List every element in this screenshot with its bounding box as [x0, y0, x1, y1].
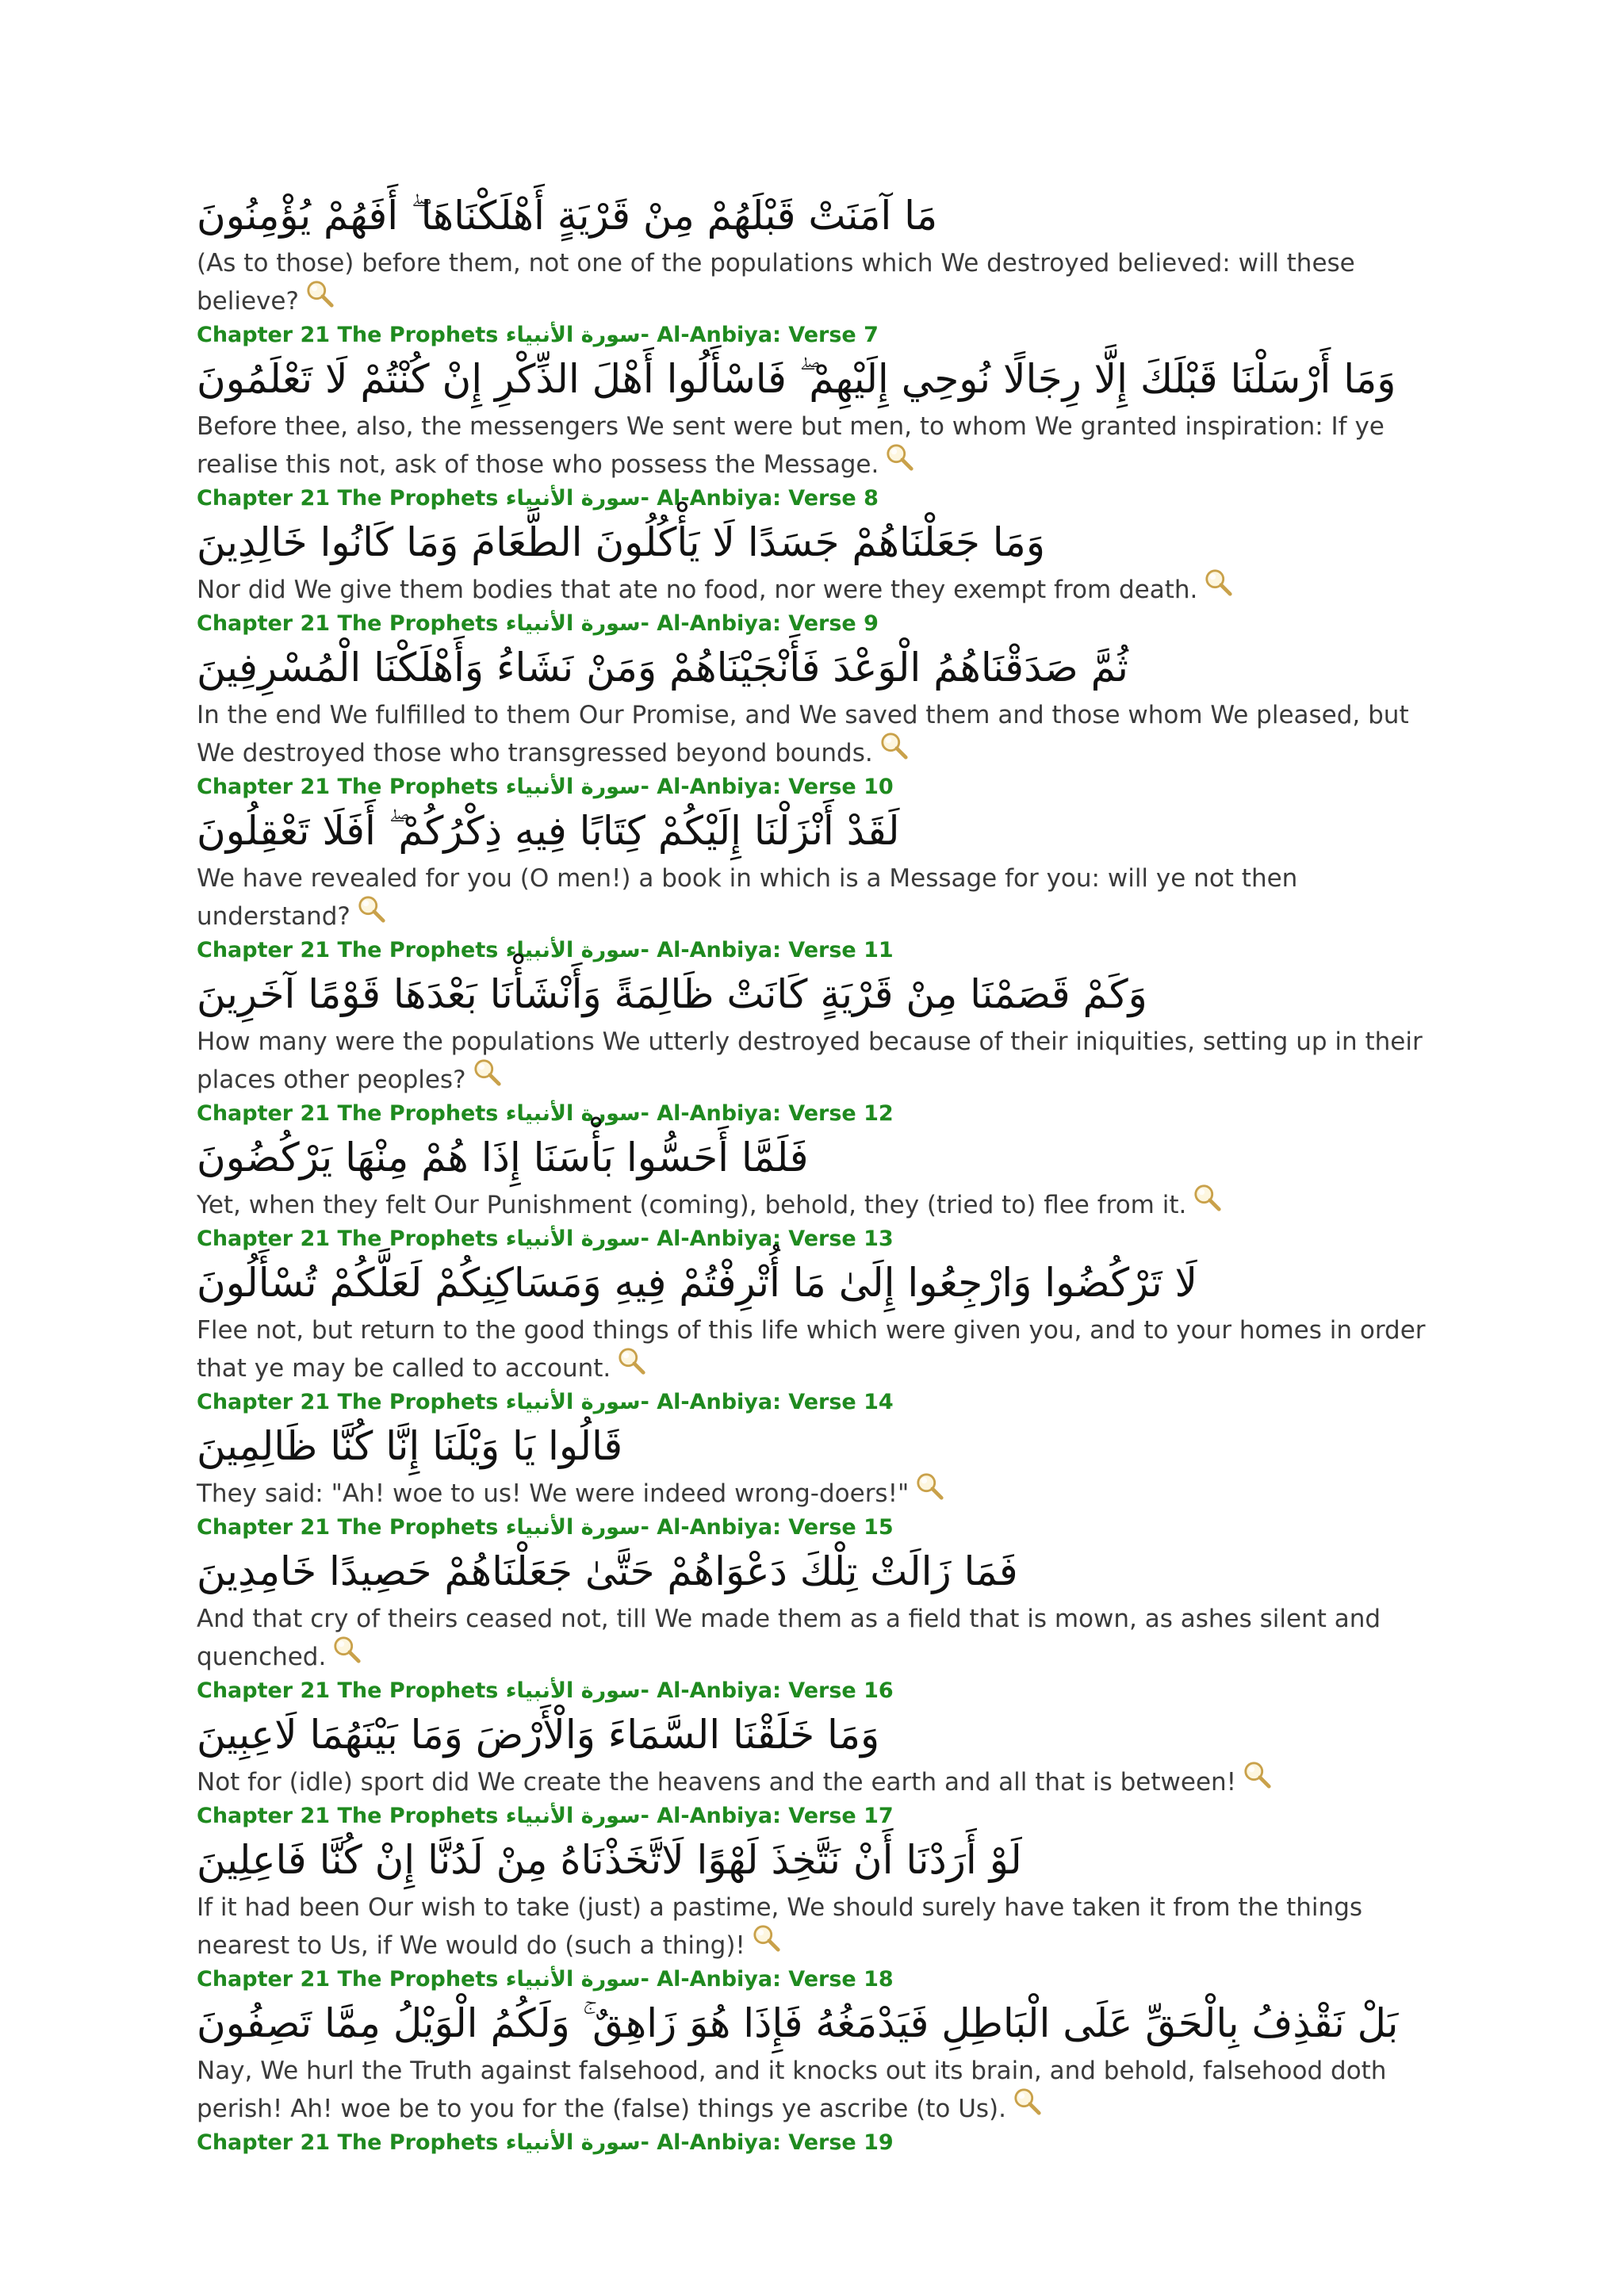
verse-header: [197, 936, 1434, 966]
chapter-title: Chapter 21 The Prophets: [197, 1390, 499, 1414]
chapter-title: Chapter 21 The Prophets: [197, 938, 499, 962]
verse-header: [197, 320, 1434, 350]
surah-arabic-name: سورة الأنبياء: [505, 1390, 641, 1414]
translation-text: Yet, when they felt Our Punishment (coming), behold, they (tried to) flee from it.: [197, 1191, 1187, 1219]
surah-arabic-name: سورة الأنبياء: [505, 1101, 641, 1126]
surah-arabic-name: سورة الأنبياء: [505, 1804, 641, 1828]
translation-text: We have revealed for you (O men!) a book in which is a Message for you: will ye not then understand?: [197, 864, 1298, 931]
translation-text: If it had been Our wish to take (just) a pastime, We should surely have taken it from the things nearest to Us, if We would do (such a thing)!: [197, 1893, 1363, 1960]
chapter-title: Chapter 21 The Prophets: [197, 486, 499, 511]
verse-header: [197, 1387, 1434, 1418]
verse-reference: - Al-Anbiya: Verse 9: [640, 611, 879, 636]
verse-block: [197, 187, 1434, 350]
english-translation: [197, 1763, 1434, 1801]
chapter-title: Chapter 21 The Prophets: [197, 775, 499, 799]
english-translation: [197, 244, 1434, 320]
translation-text: Nay, We hurl the Truth against falsehood, and it knocks out its brain, and behold, falsehood doth perish! Ah! woe be to you for the (false) things ye ascribe (to Us).: [197, 2057, 1387, 2123]
verse-block: [197, 802, 1434, 966]
verse-block: [197, 1254, 1434, 1418]
english-translation: [197, 1311, 1434, 1387]
translation-text: Flee not, but return to the good things of this life which were given you, and to your homes in order that ye may be called to account.: [197, 1316, 1426, 1383]
verse-reference: - Al-Anbiya: Verse 13: [640, 1226, 894, 1251]
arabic-verse-text: قَالُوا يَا وَيْلَنَا إِنَّا كُنَّا ظَالِمِينَ: [197, 1423, 623, 1469]
surah-arabic-name: سورة الأنبياء: [505, 1967, 641, 1992]
english-translation: [197, 859, 1434, 936]
arabic-verse-text: فَمَا زَالَتْ تِلْكَ دَعْوَاهُمْ حَتَّىٰ جَعَلْنَاهُمْ حَصِيدًا خَامِدِينَ: [197, 1548, 1018, 1594]
surah-arabic-name: سورة الأنبياء: [505, 1226, 641, 1251]
english-translation: [197, 1023, 1434, 1099]
english-translation: [197, 1475, 1434, 1513]
verse-header: [197, 609, 1434, 639]
verse-reference: - Al-Anbiya: Verse 15: [640, 1515, 894, 1540]
arabic-verse-text: مَا آمَنَتْ قَبْلَهُمْ مِنْ قَرْيَةٍ أَهْلَكْنَاهَا ۖ أَفَهُمْ يُؤْمِنُونَ: [197, 193, 938, 239]
magnifier-icon[interactable]: [305, 289, 329, 312]
magnifier-icon[interactable]: [1013, 2096, 1036, 2120]
magnifier-icon[interactable]: [752, 1933, 776, 1957]
verse-reference: - Al-Anbiya: Verse 7: [640, 323, 879, 347]
chapter-title: Chapter 21 The Prophets: [197, 1967, 499, 1992]
verse-block: [197, 514, 1434, 639]
magnifier-icon[interactable]: [1204, 577, 1228, 601]
arabic-verse-text: بَلْ نَقْذِفُ بِالْحَقِّ عَلَى الْبَاطِلِ فَيَدْمَغُهُ فَإِذَا هُوَ زَاهِقٌ ۚ وَلَكُمُ الْوَيْلُ مِمَّا تَصِفُونَ: [197, 2000, 1399, 2046]
document-page: [197, 187, 1434, 2158]
verse-reference: - Al-Anbiya: Verse 16: [640, 1678, 894, 1703]
magnifier-icon[interactable]: [357, 904, 381, 928]
arabic-verse-text: وَمَا خَلَقْنَا السَّمَاءَ وَالْأَرْضَ وَمَا بَيْنَهُمَا لَاعِبِينَ: [197, 1712, 880, 1758]
verse-reference: - Al-Anbiya: Verse 18: [640, 1967, 894, 1992]
verse-reference: - Al-Anbiya: Verse 12: [640, 1101, 894, 1126]
surah-arabic-name: سورة الأنبياء: [505, 775, 641, 799]
verse-block: [197, 639, 1434, 802]
verse-header: [197, 2128, 1434, 2158]
verse-reference: - Al-Anbiya: Verse 19: [640, 2130, 894, 2155]
verse-list: [197, 187, 1434, 2158]
arabic-verse-text: وَمَا أَرْسَلْنَا قَبْلَكَ إِلَّا رِجَالًا نُوحِي إِلَيْهِمْ ۖ فَاسْأَلُوا أَهْلَ الذِّكْرِ إِنْ كُنْتُمْ لَا تَعْلَمُونَ: [197, 356, 1396, 402]
magnifier-icon[interactable]: [1243, 1770, 1266, 1793]
surah-arabic-name: سورة الأنبياء: [505, 1515, 641, 1540]
english-translation: [197, 696, 1434, 772]
translation-text: Nor did We give them bodies that ate no food, nor were they exempt from death.: [197, 576, 1198, 604]
translation-text: They said: "Ah! woe to us! We were indeed wrong-doers!": [197, 1479, 910, 1508]
verse-header: [197, 1965, 1434, 1995]
arabic-verse-text: وَمَا جَعَلْنَاهُمْ جَسَدًا لَا يَأْكُلُونَ الطَّعَامَ وَمَا كَانُوا خَالِدِينَ: [197, 519, 1045, 565]
surah-arabic-name: سورة الأنبياء: [505, 1678, 641, 1703]
chapter-title: Chapter 21 The Prophets: [197, 1101, 499, 1126]
surah-arabic-name: سورة الأنبياء: [505, 323, 641, 347]
english-translation: [197, 408, 1434, 484]
arabic-verse-text: لَا تَرْكُضُوا وَارْجِعُوا إِلَىٰ مَا أُتْرِفْتُمْ فِيهِ وَمَسَاكِنِكُمْ لَعَلَّكُمْ تُسْأَلُونَ: [197, 1260, 1198, 1306]
magnifier-icon[interactable]: [879, 740, 903, 764]
arabic-verse-text: وَكَمْ قَصَمْنَا مِنْ قَرْيَةٍ كَانَتْ ظَالِمَةً وَأَنْشَأْنَا بَعْدَهَا قَوْمًا آخَرِينَ: [197, 971, 1147, 1017]
chapter-title: Chapter 21 The Prophets: [197, 611, 499, 636]
verse-block: [197, 1706, 1434, 1831]
magnifier-icon[interactable]: [473, 1067, 496, 1091]
chapter-title: Chapter 21 The Prophets: [197, 1804, 499, 1828]
translation-text: (As to those) before them, not one of the populations which We destroyed believed: will these believe?: [197, 249, 1355, 316]
english-translation: [197, 1186, 1434, 1224]
english-translation: [197, 1600, 1434, 1676]
chapter-title: Chapter 21 The Prophets: [197, 1678, 499, 1703]
surah-arabic-name: سورة الأنبياء: [505, 486, 641, 511]
verse-block: [197, 1995, 1434, 2158]
verse-block: [197, 1543, 1434, 1706]
english-translation: [197, 2052, 1434, 2128]
verse-reference: - Al-Anbiya: Verse 14: [640, 1390, 894, 1414]
verse-block: [197, 1129, 1434, 1254]
surah-arabic-name: سورة الأنبياء: [505, 611, 641, 636]
verse-header: [197, 1801, 1434, 1831]
arabic-verse-text: لَوْ أَرَدْنَا أَنْ نَتَّخِذَ لَهْوًا لَاتَّخَذْنَاهُ مِنْ لَدُنَّا إِنْ كُنَّا فَاعِلِينَ: [197, 1837, 1022, 1883]
surah-arabic-name: سورة الأنبياء: [505, 2130, 641, 2155]
verse-block: [197, 1831, 1434, 1995]
surah-arabic-name: سورة الأنبياء: [505, 938, 641, 962]
verse-reference: - Al-Anbiya: Verse 11: [640, 938, 894, 962]
verse-header: [197, 1224, 1434, 1254]
magnifier-icon[interactable]: [885, 452, 909, 476]
verse-reference: - Al-Anbiya: Verse 17: [640, 1804, 894, 1828]
arabic-verse-text: لَقَدْ أَنْزَلْنَا إِلَيْكُمْ كِتَابًا فِيهِ ذِكْرُكُمْ ۖ أَفَلَا تَعْقِلُونَ: [197, 808, 900, 854]
translation-text: And that cry of theirs ceased not, till We made them as a field that is mown, as ashes silent and quenched.: [197, 1605, 1381, 1671]
chapter-title: Chapter 21 The Prophets: [197, 1226, 499, 1251]
chapter-title: Chapter 21 The Prophets: [197, 1515, 499, 1540]
verse-header: [197, 772, 1434, 802]
arabic-verse-text: ثُمَّ صَدَقْنَاهُمُ الْوَعْدَ فَأَنْجَيْنَاهُمْ وَمَنْ نَشَاءُ وَأَهْلَكْنَا الْمُسْرِفِينَ: [197, 645, 1128, 691]
verse-header: [197, 484, 1434, 514]
verse-block: [197, 350, 1434, 514]
verse-reference: - Al-Anbiya: Verse 10: [640, 775, 894, 799]
arabic-verse-text: فَلَمَّا أَحَسُّوا بَأْسَنَا إِذَا هُمْ مِنْهَا يَرْكُضُونَ: [197, 1135, 809, 1181]
verse-header: [197, 1099, 1434, 1129]
chapter-title: Chapter 21 The Prophets: [197, 323, 499, 347]
english-translation: [197, 1888, 1434, 1965]
magnifier-icon[interactable]: [1193, 1192, 1216, 1216]
english-translation: [197, 571, 1434, 609]
translation-text: Not for (idle) sport did We create the heavens and the earth and all that is between!: [197, 1768, 1237, 1797]
verse-header: [197, 1513, 1434, 1543]
magnifier-icon[interactable]: [617, 1356, 641, 1380]
verse-block: [197, 1418, 1434, 1543]
translation-text: In the end We fulfilled to them Our Promise, and We saved them and those whom We pleased, but We destroyed those who transgressed beyond bounds.: [197, 701, 1409, 767]
magnifier-icon[interactable]: [332, 1644, 356, 1668]
verse-block: [197, 966, 1434, 1129]
translation-text: Before thee, also, the messengers We sent were but men, to whom We granted inspiration: If ye realise this not, ask of those who possess the Message.: [197, 412, 1385, 479]
chapter-title: Chapter 21 The Prophets: [197, 2130, 499, 2155]
verse-reference: - Al-Anbiya: Verse 8: [640, 486, 879, 511]
magnifier-icon[interactable]: [915, 1481, 939, 1505]
verse-header: [197, 1676, 1434, 1706]
translation-text: How many were the populations We utterly destroyed because of their iniquities, setting up in their places other peoples?: [197, 1027, 1423, 1094]
